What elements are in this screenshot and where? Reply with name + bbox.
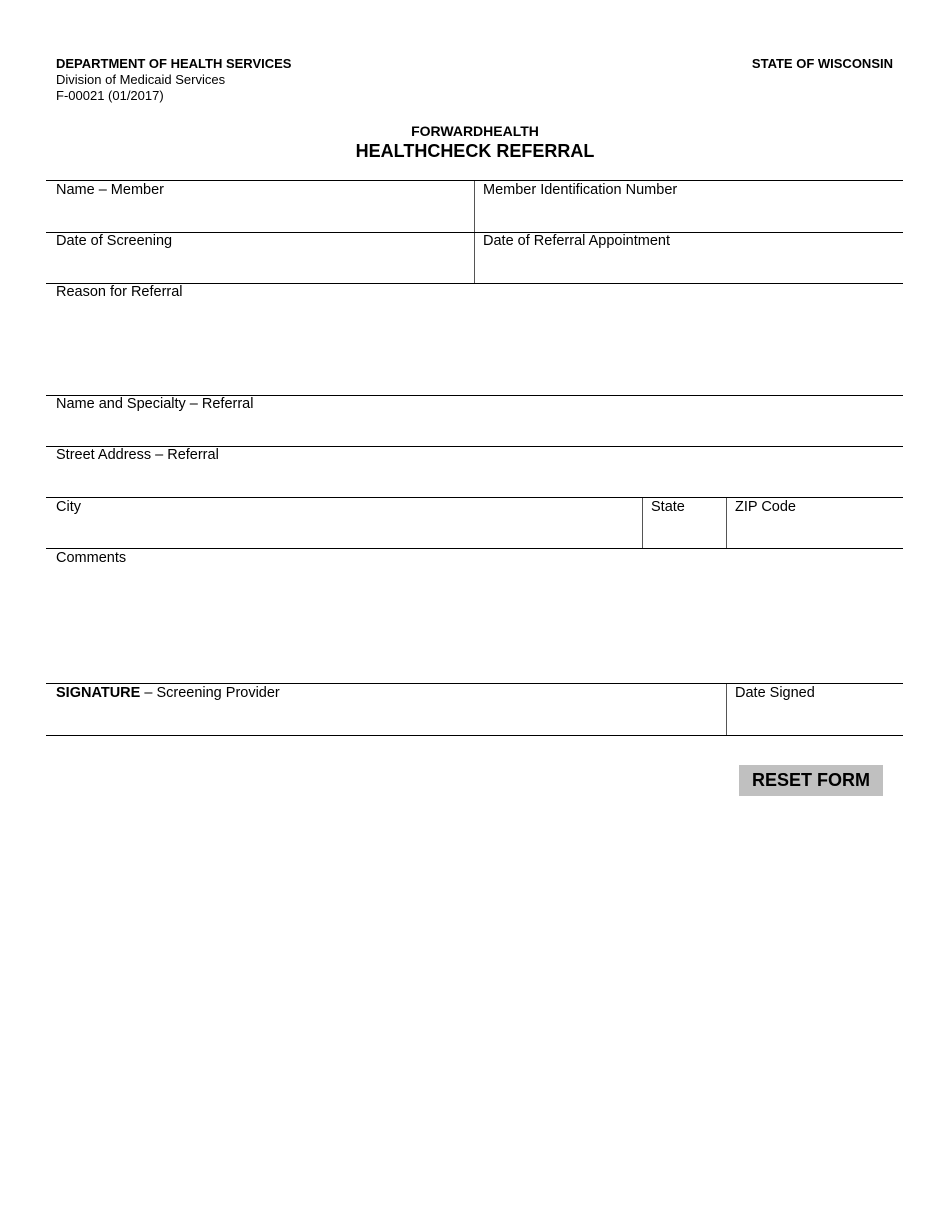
signature-label-bold: SIGNATURE <box>56 685 141 701</box>
state-input[interactable] <box>647 519 723 545</box>
divider <box>46 548 903 549</box>
reason-input[interactable] <box>52 304 900 392</box>
referral-street-label: Street Address – Referral <box>56 447 219 463</box>
referral-name-specialty-input[interactable] <box>52 416 900 442</box>
divider <box>726 498 727 548</box>
division-name: Division of Medicaid Services <box>56 72 226 87</box>
zip-input[interactable] <box>731 519 899 545</box>
form-title: HEALTHCHECK REFERRAL <box>355 141 595 161</box>
city-label: City <box>56 499 81 515</box>
zip-label: ZIP Code <box>735 499 796 515</box>
state-label: State <box>651 499 685 515</box>
date-signed-label: Date Signed <box>735 685 815 701</box>
referral-appointment-date-input[interactable] <box>479 253 899 279</box>
divider <box>46 683 903 684</box>
screening-date-label: Date of Screening <box>56 233 173 249</box>
state-name: STATE OF WISCONSIN <box>751 56 893 71</box>
member-id-label: Member Identification Number <box>483 182 678 198</box>
form-number: F-00021 (01/2017) <box>56 88 164 103</box>
divider <box>46 497 903 498</box>
department-name: DEPARTMENT OF HEALTH SERVICES <box>56 56 292 71</box>
signature-label-rest: – Screening Provider <box>140 685 280 701</box>
reason-label: Reason for Referral <box>56 284 183 300</box>
divider <box>46 735 903 736</box>
reset-form-button[interactable]: RESET FORM <box>739 765 883 796</box>
member-name-label: Name – Member <box>56 182 164 198</box>
city-input[interactable] <box>52 519 638 545</box>
divider <box>46 232 903 233</box>
divider <box>642 498 643 548</box>
signature-label <box>56 685 280 701</box>
referral-street-input[interactable] <box>52 467 900 493</box>
program-name: FORWARDHEALTH <box>411 123 539 139</box>
member-name-input[interactable] <box>52 202 470 228</box>
date-signed-input[interactable] <box>731 705 899 731</box>
divider <box>726 684 727 735</box>
referral-name-specialty-label: Name and Specialty – Referral <box>56 396 254 412</box>
comments-input[interactable] <box>52 570 900 680</box>
referral-appointment-date-label: Date of Referral Appointment <box>483 233 670 249</box>
comments-label: Comments <box>56 550 127 566</box>
screening-date-input[interactable] <box>52 253 470 279</box>
member-id-input[interactable] <box>479 202 899 228</box>
signature-input[interactable] <box>52 705 722 731</box>
